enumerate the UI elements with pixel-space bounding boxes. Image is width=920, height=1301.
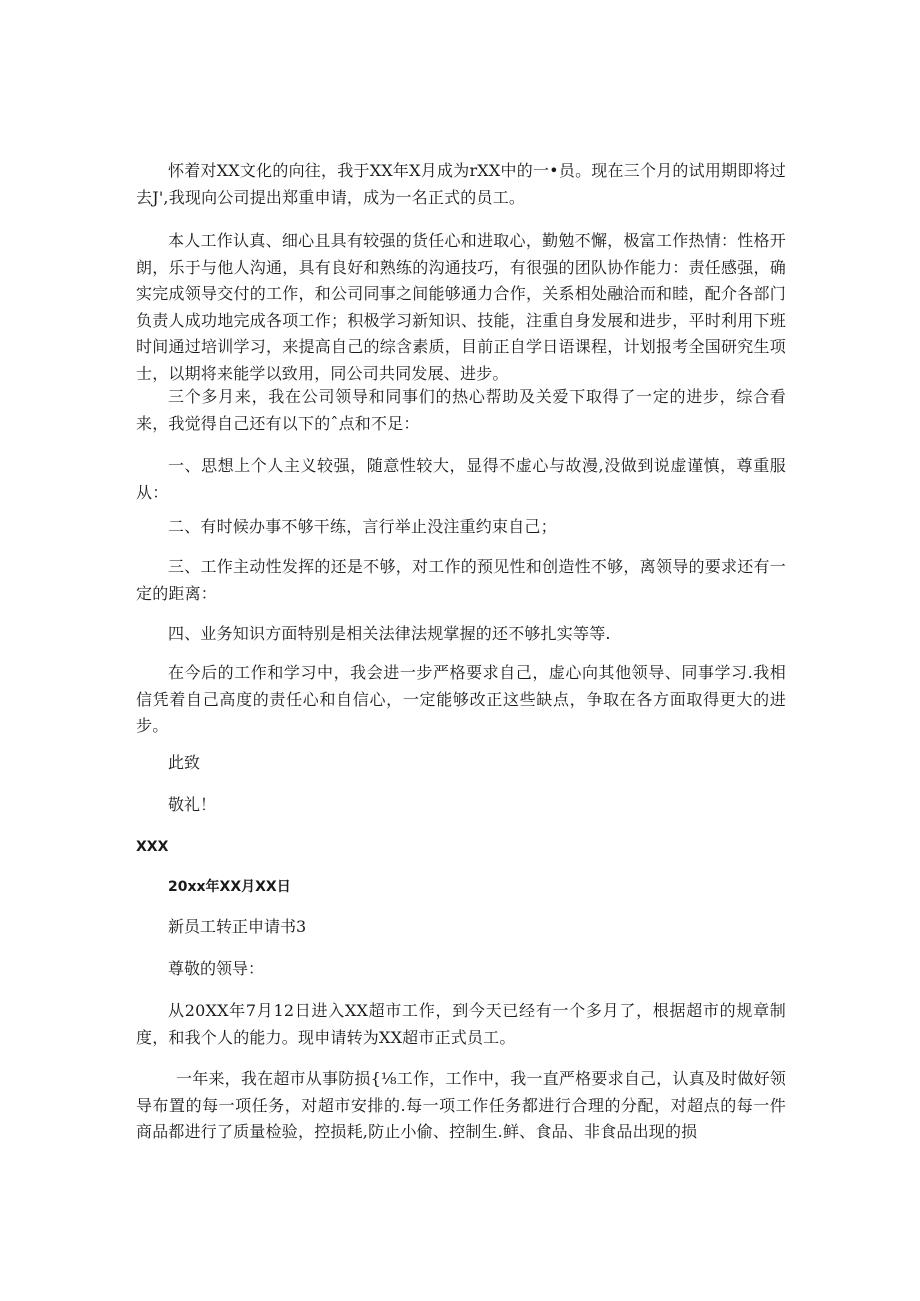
paragraph-intro: 怀着对XX文化的向往，我于XX年X月成为rXX中的一•员。现在三个月的试用期即将过去J',我现向公司提出郑重申请，成为一名正式的员工。 [136, 161, 786, 207]
paragraph-shortcoming-3: 三、工作主动性发挥的还是不够，对工作的预见性和创造性不够，离领导的要求还有一定的距离： [136, 557, 786, 603]
paragraph-shortcomings-intro: 三个多月来，我在公司领导和同事们的热心帮助及关爱下取得了一定的进步，综合看来，我觉得自己还有以下的ˆ点和不足： [136, 387, 786, 433]
paragraph-work-summary: 一年来，我在超市从事防损{⅛工作，工作中，我一直严格要求自己，认真及时做好领导布置的每一项任务，对超市安排的.每一项工作任务都进行合理的分配，对超点的每一件商品都进行了质量检验，控损耗,防止小偷、控制生.鲜、食品、非食品出现的损 [136, 1069, 786, 1141]
section-title: 新员工转正申请书3 [168, 917, 307, 936]
paragraph-shortcoming-2: 二、有时候办事不够干练，言行举止没注重约束自己； [168, 517, 557, 536]
paragraph-shortcoming-4: 四、业务知识方面特别是相关法律法规掌握的还不够扎实等等. [168, 624, 611, 643]
paragraph-shortcoming-1: 一、思想上个人主义较强，随意性较大，显得不虚心与故漫,没做到说虚谨慎，尊重服从： [136, 456, 786, 502]
paragraph-application: 从20XX年7月12日进入XX超市工作，到今天已经有一个多月了，根据超市的规章制度，和我个人的能力。现申请转为XX超市正式员工。 [136, 1001, 786, 1047]
closing-regards: 敬礼！ [168, 795, 217, 814]
closing-salutation: 此致 [168, 753, 201, 772]
signature-date: 20xx年XX月XX日 [168, 879, 291, 895]
greeting: 尊敬的领导： [168, 959, 265, 978]
paragraph-future-plan: 在今后的工作和学习中，我会进一步严格要求自己，虚心向其他领导、同事学习.我相信凭着自己高度的责任心和自信心，一定能够改正这些缺点，争取在各方面取得更大的进步。 [136, 663, 786, 735]
paragraph-self-evaluation: 本人工作认真、细心且具有较强的货任心和进取心，勤勉不懈，极富工作热情：性格开朗，乐于与他人沟通，具有良好和熟练的沟通技巧，有很强的团队协作能力：责任感强，确实完成领导交付的工作，和公司同事之间能够通力合作，关系相处融洽而和睦，配介各部门负责人成功地完成各项工作；积极学习新知识、技能，注重自身发展和进步，平时利用下班时间通过培训学习，来提高自己的综含素质，目前正自学日语课程，计划报考全国研究生项士，以期将来能学以致用，同公司共同发展、进步。 [136, 231, 786, 383]
signature-name: XXX [136, 839, 169, 855]
